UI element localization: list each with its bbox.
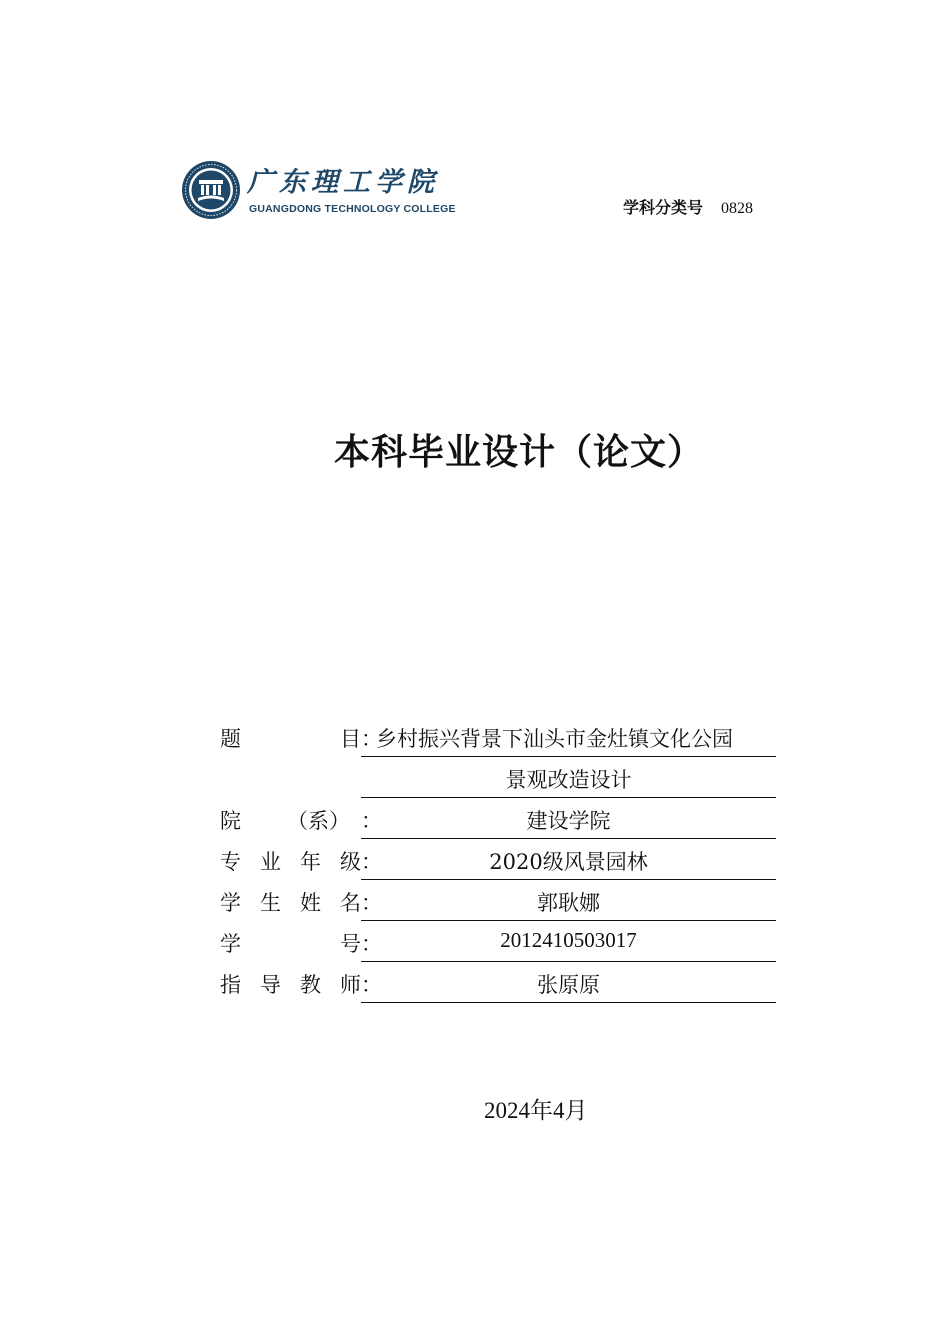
advisor-label: 指 导 教 师 bbox=[220, 973, 361, 997]
subject-classification bbox=[623, 195, 753, 218]
college-value: 建设学院 bbox=[526, 809, 611, 833]
student-id-value: 2012410503017 bbox=[500, 928, 637, 952]
underline bbox=[361, 961, 776, 962]
underline bbox=[361, 920, 776, 921]
underline bbox=[361, 756, 776, 757]
college-colon: ： bbox=[361, 809, 382, 833]
advisor-colon: ： bbox=[361, 973, 382, 997]
thesis-title-label: 题 目 bbox=[220, 727, 361, 751]
college-logo bbox=[181, 158, 461, 222]
logo-english-name: GUANGDONG TECHNOLOGY COLLEGE bbox=[249, 203, 456, 215]
underline bbox=[361, 838, 776, 839]
underline bbox=[361, 1002, 776, 1003]
logo-chinese-name: 广东理工学院 bbox=[247, 167, 439, 198]
underline bbox=[361, 797, 776, 798]
advisor-row bbox=[220, 966, 780, 1007]
college-emblem-icon bbox=[181, 160, 241, 220]
thesis-title-value-line1: 乡村振兴背景下汕头市金灶镇文化公园 bbox=[376, 727, 733, 751]
student-name-label: 学 生 姓 名 bbox=[220, 891, 361, 915]
advisor-value: 张原原 bbox=[537, 973, 600, 997]
page-title: 本科毕业设计（论文） bbox=[334, 432, 705, 473]
thesis-title-row-continued bbox=[220, 761, 780, 802]
submission-date: 2024年4月 bbox=[484, 1098, 588, 1123]
major-grade-colon: ： bbox=[361, 850, 382, 874]
student-name-value: 郭耿娜 bbox=[537, 891, 600, 915]
college-row bbox=[220, 802, 780, 843]
student-name-row bbox=[220, 884, 780, 925]
major-grade-value: 2020级风景园林 bbox=[489, 850, 648, 874]
classification-value: 0828 bbox=[721, 200, 754, 217]
student-id-row bbox=[220, 925, 780, 966]
classification-label: 学科分类号 bbox=[623, 198, 704, 217]
college-label: 院 （系） bbox=[220, 809, 350, 833]
thesis-title-value-line2: 景观改造设计 bbox=[505, 768, 632, 792]
student-name-colon: ： bbox=[361, 891, 382, 915]
underline bbox=[361, 879, 776, 880]
student-id-label: 学 号 bbox=[220, 932, 361, 956]
student-id-colon: ： bbox=[361, 932, 382, 956]
thesis-info-form bbox=[220, 720, 780, 1007]
major-grade-row bbox=[220, 843, 780, 884]
thesis-title-colon: ： bbox=[361, 727, 382, 751]
thesis-title-row bbox=[220, 720, 780, 761]
major-grade-label: 专 业 年 级 bbox=[220, 850, 361, 874]
